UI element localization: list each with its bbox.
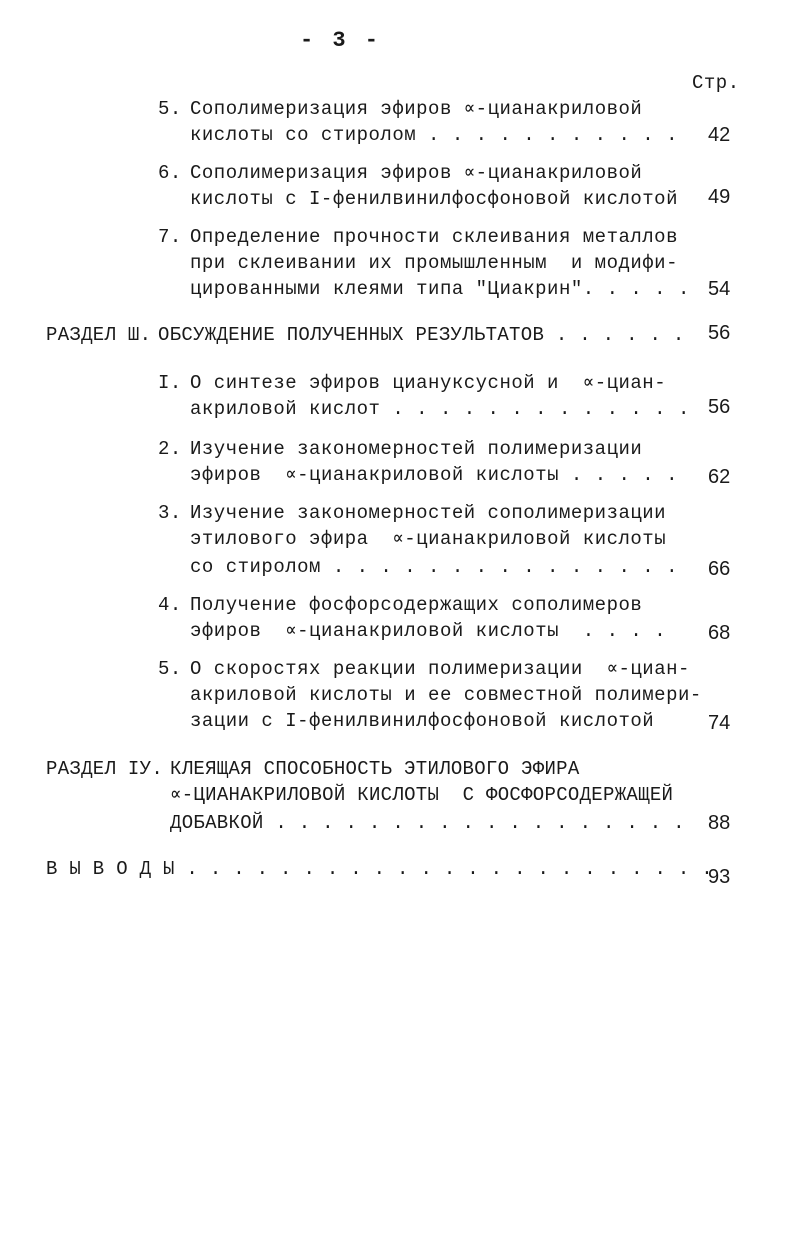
toc-entry-page: 68 [708,622,731,644]
toc-entry-line: Изучение закономерностей полимеризации [190,438,643,460]
toc-section-label: РАЗДЕЛ Ш. [46,324,152,346]
toc-entry-line: этилового эфира ∝-цианакриловой кислоты [190,528,667,550]
toc-section-label: РАЗДЕЛ IУ. [46,758,164,780]
toc-entry-line: Изучение закономерностей сополимеризации [190,502,667,524]
page-column-header: Стр. [692,72,740,94]
toc-entry-page: 74 [708,712,731,734]
toc-entry-number: 7. [158,226,182,248]
toc-entry-page: 93 [708,866,731,888]
toc-entry-line: эфиров ∝-цианакриловой кислоты . . . . [190,620,667,642]
toc-entry-page: 62 [708,466,731,488]
toc-section-title: ДОБАВКОЙ . . . . . . . . . . . . . . . . . . [170,812,685,834]
toc-entry-number: 6. [158,162,182,184]
toc-entry-number: 2. [158,438,182,460]
toc-entry-line: акриловой кислот . . . . . . . . . . . . . [190,398,690,420]
toc-conclusions: В Ы В О Д Ы . . . . . . . . . . . . . . . . . . . . . . . [46,858,714,880]
toc-entry-number: 4. [158,594,182,616]
toc-entry-line: эфиров ∝-цианакриловой кислоты . . . . . [190,464,679,486]
toc-entry-line: при склеивании их промышленным и модифи- [190,252,678,274]
toc-entry-page: 88 [708,812,731,834]
toc-entry-line: Сополимеризация эфиров ∝-цианакриловой [190,98,643,120]
toc-entry-page: 56 [708,322,731,344]
toc-entry-line: акриловой кислоты и ее совместной полимери- [190,684,702,706]
toc-section-title: КЛЕЯЩАЯ СПОСОБНОСТЬ ЭТИЛОВОГО ЭФИРА [170,758,580,780]
toc-entry-line: О скоростях реакции полимеризации ∝-циан- [190,658,690,680]
toc-section-title: ОБСУЖДЕНИЕ ПОЛУЧЕННЫХ РЕЗУЛЬТАТОВ . . . . . . [158,324,685,346]
toc-entry-line: цированными клеями типа "Циакрин". . . . . [190,278,690,300]
toc-entry-line: Сополимеризация эфиров ∝-цианакриловой [190,162,643,184]
toc-entry-line: зации с I-фенилвинилфосфоновой кислотой [190,710,655,732]
toc-entry-page: 56 [708,396,731,418]
toc-entry-line: кислоты с I-фенилвинилфосфоновой кислотой [190,188,678,210]
toc-section-title: ∝-ЦИАНАКРИЛОВОЙ КИСЛОТЫ С ФОСФОРСОДЕРЖАЩЕЙ [170,784,674,806]
toc-entry-number: 3. [158,502,182,524]
toc-entry-line: О синтезе эфиров циануксусной и ∝-циан- [190,372,667,394]
toc-entry-number: 5. [158,98,182,120]
toc-entry-number: 5. [158,658,182,680]
page-number: - 3 - [300,28,382,53]
toc-entry-number: I. [158,372,182,394]
toc-entry-line: кислоты со стиролом . . . . . . . . . . . [190,124,678,146]
toc-entry-line: Получение фосфорсодержащих сополимеров [190,594,643,616]
toc-entry-line: со стиролом . . . . . . . . . . . . . . . [190,556,678,578]
toc-entry-page: 49 [708,186,731,208]
toc-entry-line: Определение прочности склеивания металлов [190,226,678,248]
toc-entry-page: 54 [708,278,731,300]
toc-entry-page: 66 [708,558,731,580]
toc-entry-page: 42 [708,124,731,146]
